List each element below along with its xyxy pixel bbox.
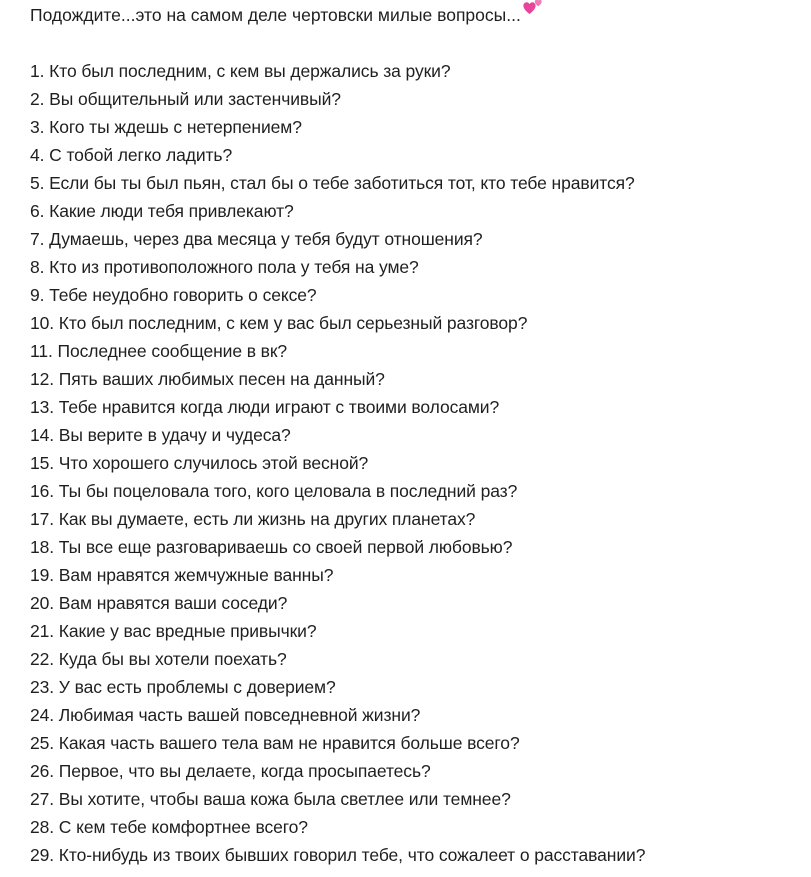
question-item: 2. Вы общительный или застенчивый?	[30, 89, 341, 109]
question-item: 19. Вам нравятся жемчужные ванны?	[30, 565, 334, 585]
question-item: 15. Что хорошего случилось этой весной?	[30, 453, 369, 473]
question-item: 27. Вы хотите, чтобы ваша кожа была светлее или темнее?	[30, 789, 511, 809]
question-item: 6. Какие люди тебя привлекают?	[30, 201, 294, 221]
question-item: 9. Тебе неудобно говорить о сексе?	[30, 285, 317, 305]
question-item: 18. Ты все еще разговариваешь со своей первой любовью?	[30, 537, 513, 557]
question-item: 22. Куда бы вы хотели поехать?	[30, 649, 287, 669]
question-item: 29. Кто-нибудь из твоих бывших говорил тебе, что сожалеет о расставании?	[30, 845, 646, 865]
question-item: 24. Любимая часть вашей повседневной жизни?	[30, 705, 421, 725]
question-item: 12. Пять ваших любимых песен на данный?	[30, 369, 385, 389]
question-item: 26. Первое, что вы делаете, когда просыпаетесь?	[30, 761, 431, 781]
small-heart-shape	[535, 0, 542, 6]
question-item: 5. Если бы ты был пьян, стал бы о тебе заботиться тот, кто тебе нравится?	[30, 173, 635, 193]
question-item: 10. Кто был последним, с кем у вас был серьезный разговор?	[30, 313, 528, 333]
large-heart-shape	[523, 2, 535, 14]
question-item: 1. Кто был последним, с кем вы держались за руки?	[30, 61, 451, 81]
question-item: 7. Думаешь, через два месяца у тебя будут отношения?	[30, 229, 483, 249]
question-item: 11. Последнее сообщение в вк?	[30, 341, 288, 361]
post-body	[30, 0, 803, 877]
question-item: 17. Как вы думаете, есть ли жизнь на других планетах?	[30, 509, 476, 529]
question-item: 13. Тебе нравится когда люди играют с твоими волосами?	[30, 397, 500, 417]
blank-line	[30, 29, 803, 57]
question-item: 23. У вас есть проблемы с доверием?	[30, 677, 336, 697]
post-intro-text: Подождите...это на самом деле чертовски милые вопросы...	[30, 5, 521, 25]
question-list	[30, 57, 803, 869]
question-item: 16. Ты бы поцеловала того, кого целовала в последний раз?	[30, 481, 518, 501]
question-item: 14. Вы верите в удачу и чудеса?	[30, 425, 291, 445]
question-item: 8. Кто из противоположного пола у тебя на уме?	[30, 257, 419, 277]
post-intro	[30, 1, 803, 29]
two-hearts-icon-graphic	[523, 0, 543, 15]
question-item: 3. Кого ты ждешь с нетерпением?	[30, 117, 302, 137]
question-item: 21. Какие у вас вредные привычки?	[30, 621, 317, 641]
question-item: 28. С кем тебе комфортнее всего?	[30, 817, 308, 837]
two-hearts-icon	[523, 0, 543, 15]
question-item: 25. Какая часть вашего тела вам не нравится больше всего?	[30, 733, 520, 753]
question-item: 20. Вам нравятся ваши соседи?	[30, 593, 288, 613]
question-item: 4. С тобой легко ладить?	[30, 145, 233, 165]
